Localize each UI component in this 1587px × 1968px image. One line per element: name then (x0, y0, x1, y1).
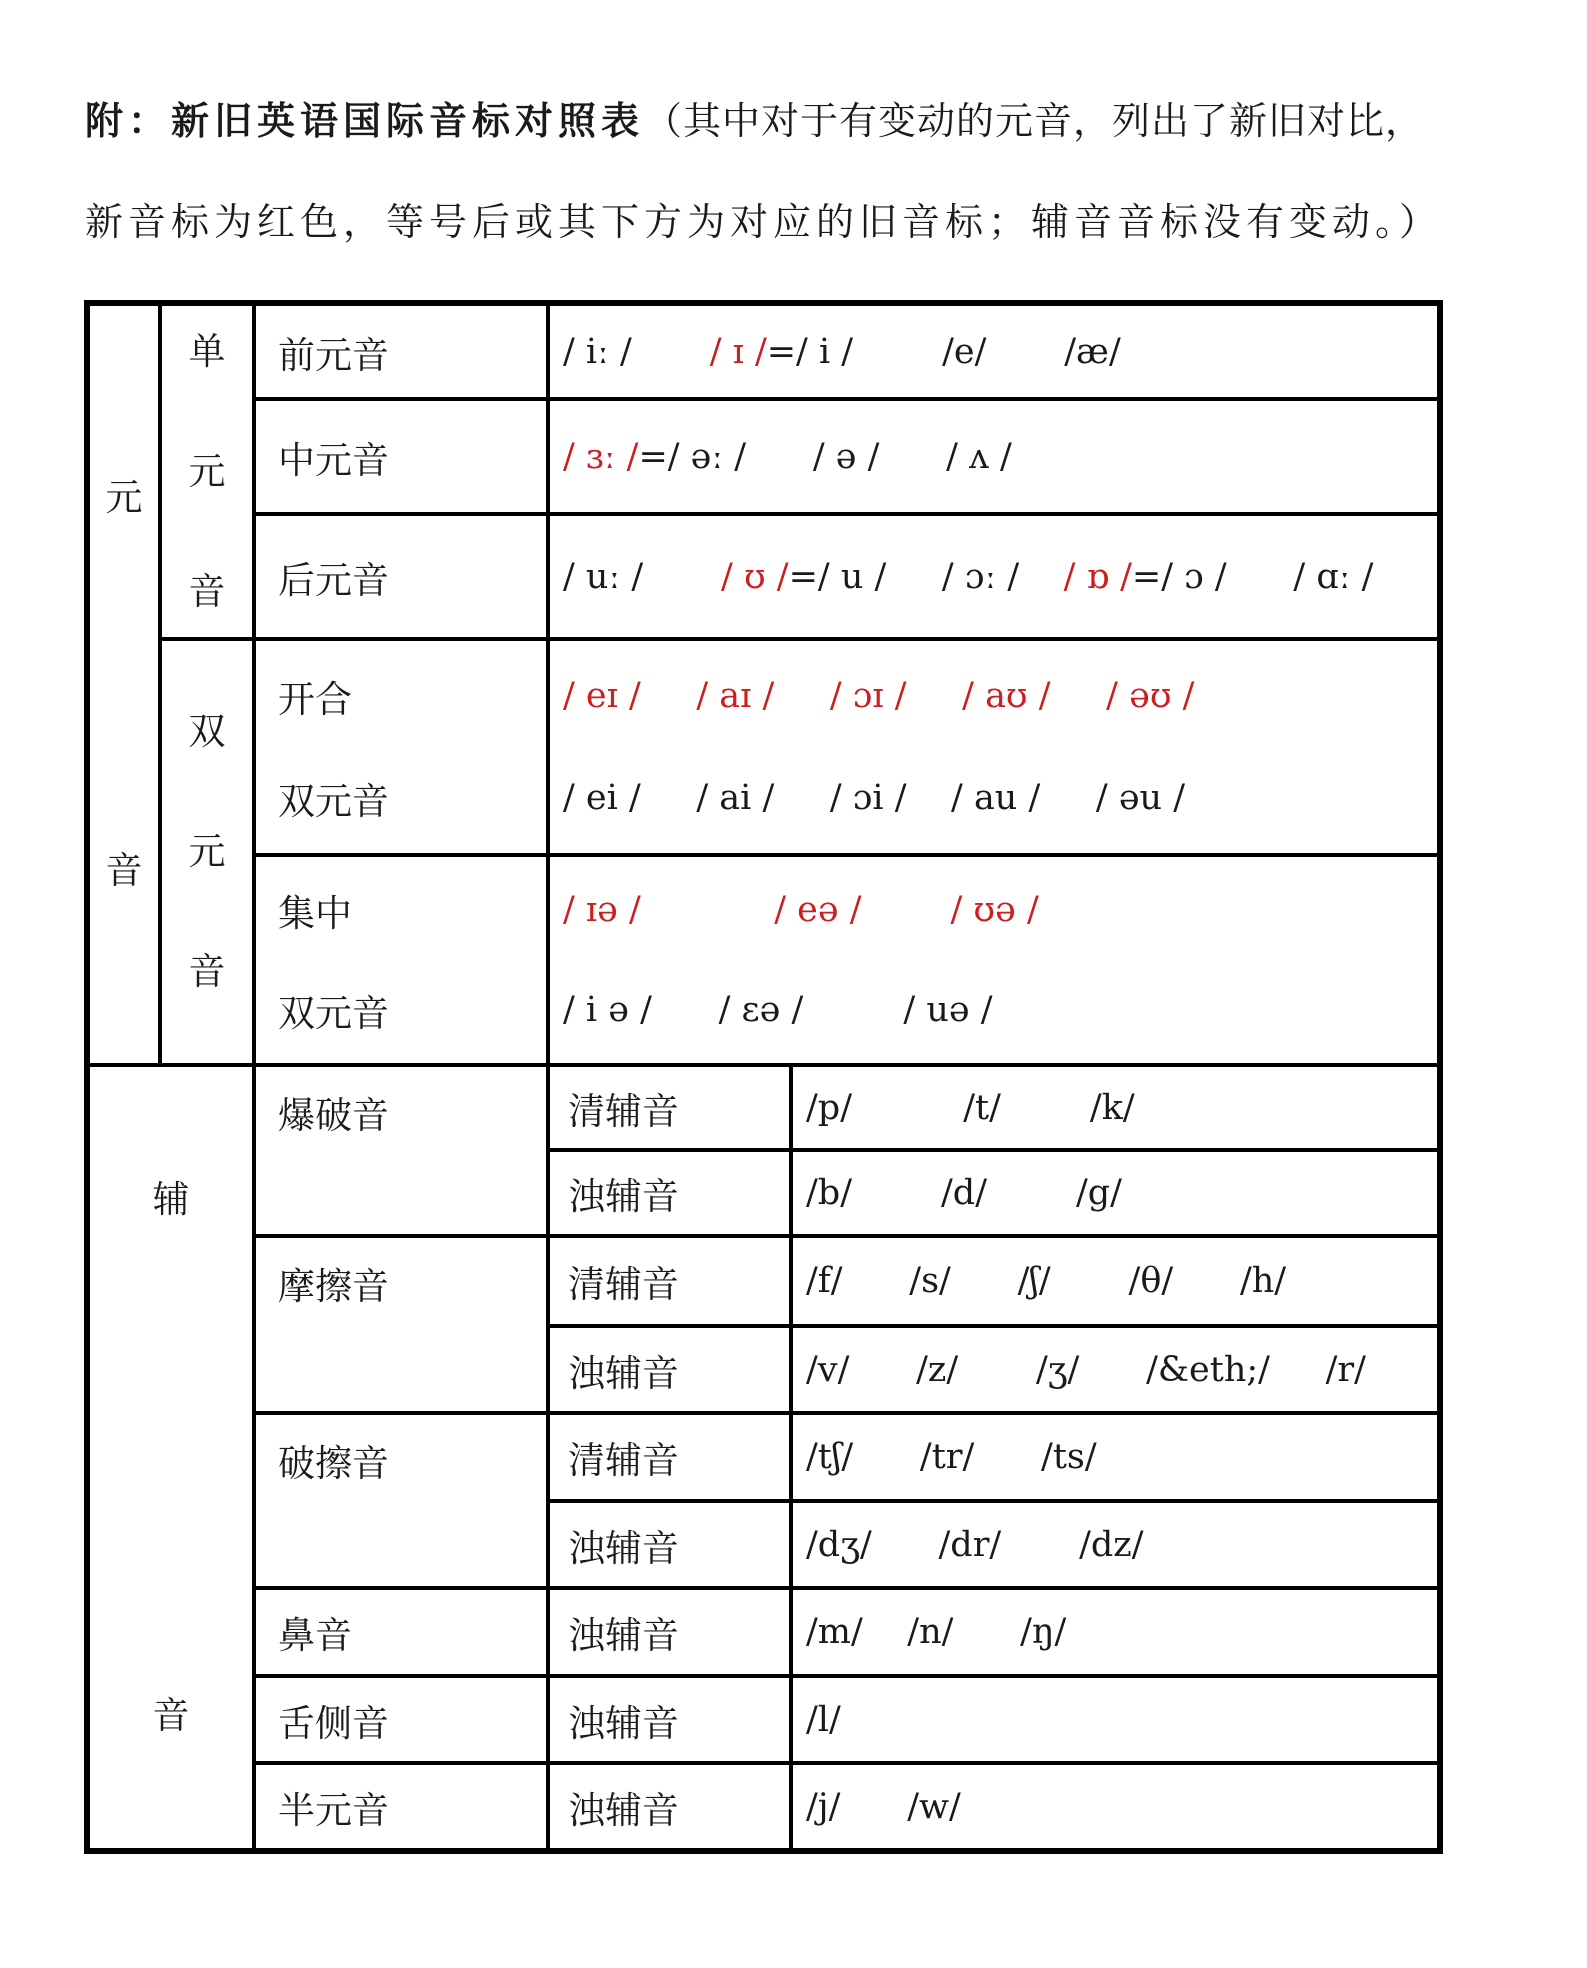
affricate-voiced-label: 浊辅音 (548, 1501, 791, 1588)
title-bold: 附：新旧英语国际音标对照表 (85, 98, 645, 143)
nasal-voiced-label: 浊辅音 (548, 1588, 791, 1676)
affricate-voiceless-symbols: /tʃ/ /tr/ /ts/ (791, 1413, 1440, 1501)
semivowel-voiced-label: 浊辅音 (548, 1763, 791, 1851)
monophthong-group-label: 单 元 音 (188, 329, 226, 613)
front-vowel-label: 前元音 (254, 303, 548, 399)
fricative-voiceless-label: 清辅音 (548, 1236, 791, 1326)
lateral-symbols: /l/ (791, 1676, 1440, 1763)
centring-diphthong-old-symbols: / i ə / / ɛə / / uə / (563, 990, 993, 1030)
back-vowel-symbols: / uː / / ʊ /=/ u / / ɔː / / ɒ /=/ ɔ / / ɑː / (548, 514, 1440, 639)
vowel-group-cell (87, 303, 160, 1065)
consonant-group-cell (87, 1065, 254, 1851)
vowel-group-label: 元 音 (105, 476, 143, 892)
nasal-symbols: /m/ /n/ /ŋ/ (791, 1588, 1440, 1676)
title-note-start: （其中对于有变动的元音，列出了新旧对比， (644, 99, 1425, 143)
plosive-voiceless-symbols: /p/ /t/ /k/ (791, 1065, 1440, 1150)
diphthong-group-cell (160, 639, 254, 1065)
nasal-label: 鼻音 (254, 1588, 548, 1676)
plosive-voiced-label: 浊辅音 (548, 1150, 791, 1236)
fricative-voiced-label: 浊辅音 (548, 1326, 791, 1413)
central-vowel-label: 中元音 (254, 399, 548, 514)
fricative-voiceless-symbols: /f/ /s/ /ʃ/ /θ/ /h/ (791, 1236, 1440, 1326)
centring-diphthong-label-cell (254, 855, 548, 1065)
affricate-voiceless-label: 清辅音 (548, 1413, 791, 1501)
closing-diphthong-label-bottom: 双元音 (278, 780, 389, 824)
monophthong-group-cell (160, 303, 254, 639)
plosive-voiceless-label: 清辅音 (548, 1065, 791, 1150)
closing-diphthong-label-cell (254, 639, 548, 855)
centring-diphthong-label-bottom: 双元音 (278, 992, 389, 1035)
phonetic-comparison-table (84, 300, 1443, 1854)
lateral-label: 舌侧音 (254, 1676, 548, 1763)
plosive-voiced-symbols: /b/ /d/ /g/ (791, 1150, 1440, 1236)
fricative-voiced-symbols: /v/ /z/ /ʒ/ /&eth;/ /r/ (791, 1326, 1440, 1413)
centring-diphthong-label-top: 集中 (278, 892, 352, 935)
affricate-voiced-symbols: /dʒ/ /dr/ /dz/ (791, 1501, 1440, 1588)
closing-diphthong-old-symbols: / ei / / ai / / ɔi / / au / / əu / (563, 778, 1185, 819)
closing-diphthong-symbols-cell (548, 639, 1440, 855)
page-title (85, 70, 1442, 273)
semivowel-label: 半元音 (254, 1763, 548, 1851)
central-vowel-symbols: / ɜː /=/ əː / / ə / / ʌ / (548, 399, 1440, 514)
title-line-2: 新音标为红色，等号后或其下方为对应的旧音标；辅音音标没有变动。） (85, 200, 1443, 244)
plosive-label: 爆破音 (254, 1065, 548, 1236)
closing-diphthong-label-top: 开合 (278, 677, 352, 721)
diphthong-group-label: 双 元 音 (188, 710, 226, 993)
title-line-1 (85, 70, 1442, 172)
lateral-voiced-label: 浊辅音 (548, 1676, 791, 1763)
semivowel-symbols: /j/ /w/ (791, 1763, 1440, 1851)
centring-diphthong-new-symbols: / ɪə / / eə / / ʊə / (563, 890, 1039, 930)
fricative-label: 摩擦音 (254, 1236, 548, 1413)
affricate-label: 破擦音 (254, 1413, 548, 1588)
back-vowel-label: 后元音 (254, 514, 548, 639)
centring-diphthong-symbols-cell (548, 855, 1440, 1065)
front-vowel-symbols: / iː / / ɪ /=/ i / /e/ /æ/ (548, 303, 1440, 399)
consonant-group-label: 辅 音 (152, 1177, 190, 1737)
closing-diphthong-new-symbols: / eɪ / / aɪ / / ɔɪ / / aʊ / / əʊ / (563, 675, 1195, 716)
